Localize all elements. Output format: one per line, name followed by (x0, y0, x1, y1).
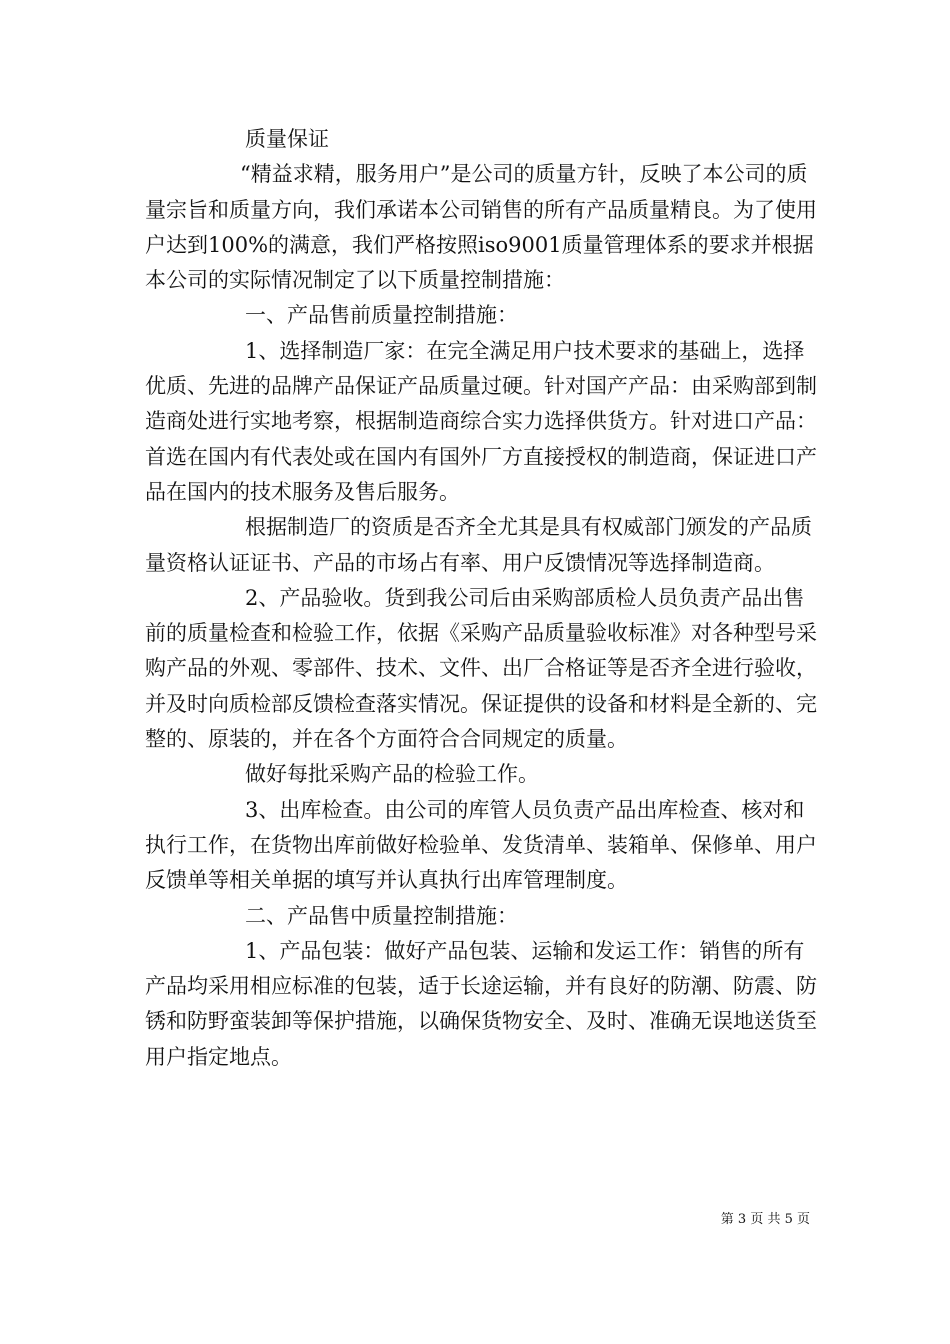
paragraph-select-manufacturer: 1、选择制造厂家：在完全满足用户技术要求的基础上，选择优质、先进的品牌产品保证产品质量过硬。针对国产产品：由采购部到制造商处进行实地考察，根据制造商综合实力选择供货方。针对进口产品：首选在国内有代表处或在国内有国外厂方直接授权的制造商，保证进口产品在国内的技术服务及售后服务。 (145, 338, 817, 504)
paragraph-outbound-check: 3、出库检查。由公司的库管人员负责产品出库检查、核对和执行工作，在货物出库前做好检验单、发货清单、装箱单、保修单、用户反馈单等相关单据的填写并认真执行出库管理制度。 (145, 797, 817, 893)
paragraph-manufacturer-qualification: 根据制造厂的资质是否齐全尤其是具有权威部门颁发的产品质量资格认证证书、产品的市场占有率、用户反馈情况等选择制造商。 (145, 515, 812, 575)
paragraph-quality-policy: “精益求精，服务用户”是公司的质量方针，反映了本公司的质量宗旨和质量方向，我们承诺本公司销售的所有产品质量精良。为了使用户达到100%的满意，我们严格按照iso9001质量管理体系的要求并根据本公司的实际情况制定了以下质量控制措施： (145, 162, 817, 293)
page-number: 第 3 页 共 5 页 (720, 1212, 810, 1227)
heading-presale: 一、产品售前质量控制措施： (245, 303, 518, 328)
heading-in-sale: 二、产品售中质量控制措施： (245, 903, 518, 928)
document-body (145, 122, 817, 1075)
paragraph-batch-inspection: 做好每批采购产品的检验工作。 (245, 762, 539, 787)
section-title: 质量保证 (245, 127, 329, 151)
paragraph-product-acceptance: 2、产品验收。货到我公司后由采购部质检人员负责产品出售前的质量检查和检验工作，依据《采购产品质量验收标准》对各种型号采购产品的外观、零部件、技术、文件、出厂合格证等是否齐全进行验收，并及时向质检部反馈检查落实情况。保证提供的设备和材料是全新的、完整的、原装的，并在各个方面符合合同规定的质量。 (145, 585, 817, 752)
paragraph-packaging: 1、产品包装：做好产品包装、运输和发运工作：销售的所有产品均采用相应标准的包装，适于长途运输，并有良好的防潮、防震、防锈和防野蛮装卸等保护措施，以确保货物安全、及时、准确无误地送货至用户指定地点。 (145, 938, 817, 1069)
